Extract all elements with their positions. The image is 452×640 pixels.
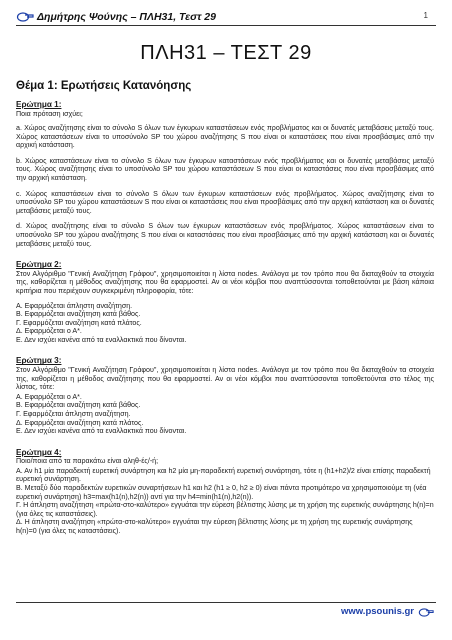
page-footer — [16, 602, 436, 617]
question-option: b. Χώρος καταστάσεων είναι το σύνολο S όλων των έγκυρων καταστάσεων ενός προβλήματος και οι δυνατές μεταβάσεις μεταξύ τους. Χώρος αναζήτησης είναι το υποσύνολο SP του χώρου καταστάσεων S που είναι οι καταστάσεις που είναι προσβάσιμες από την αρχική κατάσταση. — [16, 156, 434, 183]
answer-option: Α. Εφαρμόζεται άπληστη αναζήτηση. — [16, 301, 133, 310]
page-number: 1 — [423, 11, 428, 20]
answer-option: Β. Εφαρμόζεται αναζήτηση κατά βάθος. — [16, 310, 141, 319]
question-heading: Ερώτημα 2: — [16, 260, 62, 270]
answer-option: Β. Εφαρμόζεται αναζήτηση κατά βάθος. — [16, 401, 141, 410]
question-heading: Ερώτημα 4: — [16, 447, 62, 457]
page-header — [16, 9, 436, 26]
question-4 — [16, 448, 434, 536]
section-heading: Θέμα 1: Ερωτήσεις Κατανόησης — [16, 80, 192, 92]
answer-option: Α. Εφαρμόζεται ο Α*. — [16, 392, 82, 401]
question-option: a. Χώρος αναζήτησης είναι το σύνολο S όλων των έγκυρων καταστάσεων ενός προβλήματος και οι δυνατές μεταβάσεις μεταξύ τους. Χώρος καταστάσεων είναι το υποσύνολο SP του χώρου αναζήτησης S που είναι οι καταστάσεις που είναι προσβάσιμες από την αρχική κατάσταση. — [16, 124, 434, 150]
answer-option: Ε. Δεν ισχύει κανένα από τα εναλλακτικά που δίνονται. — [16, 427, 187, 436]
question-option: c. Χώρος καταστάσεων είναι το σύνολο S όλων των έγκυρων καταστάσεων ενός προβλήματος. Χώρος αναζήτησης είναι το υποσύνολο SP του χώρου καταστάσεων S που είναι οι καταστάσεις που είναι προσβάσιμες από την αρχική κατάσταση και οι δυνατές μεταβάσεις μεταξύ τους. — [16, 189, 434, 215]
header-title: Δημήτρης Ψούνης – ΠΛΗ31, Τεστ 29 — [37, 11, 216, 23]
question-2 — [16, 260, 434, 344]
question-prompt: Ποιο/ποια από τα παρακάτω είναι αληθ-ές/-ή; — [16, 457, 159, 466]
question-option: d. Χώρος αναζήτησης είναι το σύνολο S όλων των έγκυρων καταστάσεων ενός προβλήματος. Χώρος καταστάσεων είναι το υποσύνολο SP του χώρου αναζήτησης S που είναι οι καταστάσεις που είναι προσβάσιμες από την αρχική κατάσταση και οι δυνατές μεταβάσεις μεταξύ τους. — [16, 222, 434, 248]
answer-option: Δ. Η άπληστη αναζήτηση «πρώτα-στο-καλύτερο» εγγυάται την εύρεση βέλτιστης λύσης με τη χρήση της ευρετικής συνάρτησης h(n)=0 (για όλες τις καταστάσεις). — [16, 518, 413, 535]
question-heading: Ερώτημα 1: — [16, 100, 62, 109]
question-intro: Ποια πρόταση ισχύει; — [16, 109, 83, 118]
document-title: ΠΛΗ31 – ΤΕΣΤ 29 — [140, 42, 312, 64]
question-prompt: Στον Αλγόριθμο "Γενική Αναζήτηση Γράφου", χρησιμοποιείται η λίστα nodes. Ανάλογα με τον τρόπο που θα διαταχθούν τα στοιχεία της, καθορίζεται η μέθοδος αναζήτησης που θα εφαρμοστεί. Αν οι νέοι κόμβοι που αναπτύσσονται τοποθετούνται στο τέλος της λίστας, τότε: — [16, 365, 434, 392]
answer-option: Ε. Δεν ισχύει κανένα από τα εναλλακτικά που δίνονται. — [16, 335, 187, 344]
question-1 — [16, 100, 434, 248]
answer-option: Δ. Εφαρμόζεται αναζήτηση κατά πλάτος. — [16, 418, 144, 427]
question-heading: Ερώτημα 3: — [16, 356, 62, 366]
answer-option: Γ. Η άπληστη αναζήτηση «πρώτα-στο-καλύτερο» εγγυάται την εύρεση βέλτιστης λύσης με τη χρήση της ευρετικής συνάρτησης h(n)=n (για όλες τις καταστάσεις). — [16, 501, 434, 518]
hand-pointer-logo-icon — [418, 607, 434, 618]
answer-option: Α. Αν h1 μία παραδεκτή ευρετική συνάρτηση και h2 μία μη-παραδεκτή ευρετική συνάρτηση, τότε η (h1+h2)/2 είναι επίσης παραδεκτή ευρετική συνάρτηση. — [16, 466, 431, 484]
question-3 — [16, 356, 434, 435]
questions-content — [16, 100, 434, 548]
question-prompt: Στον Αλγόριθμο "Γενική Αναζήτηση Γράφου", χρησιμοποιείται η λίστα nodes. Ανάλογα με τον τρόπο που θα διαταχθούν τα στοιχεία της, καθορίζεται η μέθοδος αναζήτησης που θα εφαρμοστεί. Αν οι νέοι κόμβοι που αναπτύσσονται τοποθετούνται με βάση κάποια κριτήρια που περιέχουν συγκεκριμένη πληροφορία, τότε: — [16, 269, 434, 295]
answer-option: Γ. Εφαρμόζεται άπληστη αναζήτηση. — [16, 409, 131, 418]
answer-option: Δ. Εφαρμόζεται ο Α*. — [16, 327, 82, 336]
answer-option: Γ. Εφαρμόζεται αναζήτηση κατά πλάτος. — [16, 318, 142, 327]
website-link[interactable]: www.psounis.gr — [340, 606, 414, 617]
answer-option: Β. Μεταξύ δύο παραδεκτών ευρετικών συναρτήσεων h1 και h2 (h1 ≥ 0, h2 ≥ 0) είναι πάντα προτιμότερο να χρησιμοποιούμε τη (νέα ευρετική συνάρτηση) h3=max(h1(n),h2(n)) αντί για την h4=min(h1(n),h2(n)). — [16, 484, 427, 501]
hand-pointer-logo-icon — [16, 11, 34, 23]
